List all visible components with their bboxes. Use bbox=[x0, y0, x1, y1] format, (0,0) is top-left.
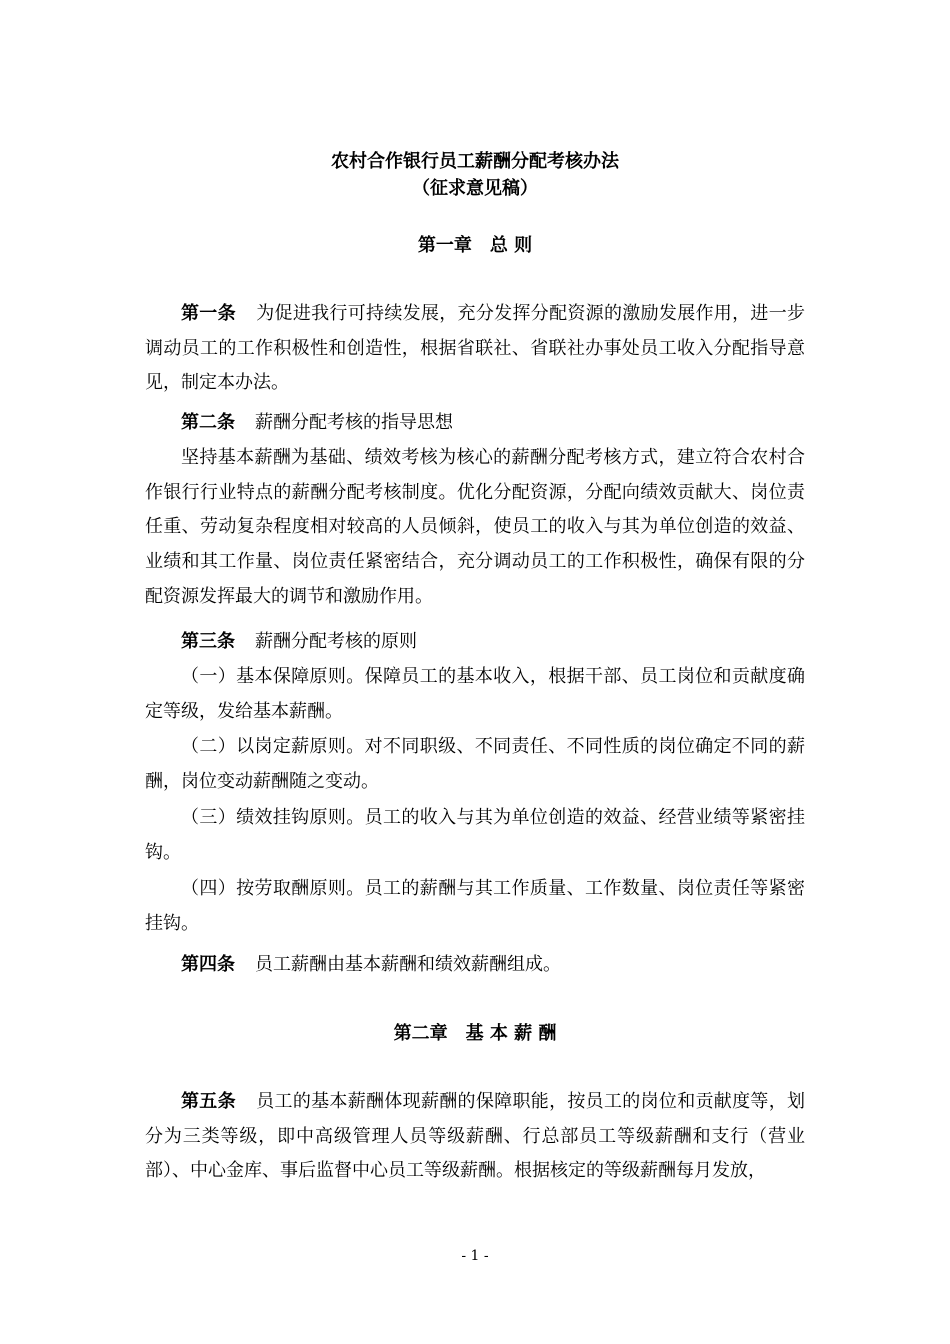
principle-4: （四）按劳取酬原则。员工的薪酬与其工作质量、工作数量、岗位责任等紧密挂钩。 bbox=[145, 878, 805, 934]
article-1-label: 第一条 bbox=[181, 303, 236, 324]
article-5-text: 员工的基本薪酬体现薪酬的保障职能，按员工的岗位和贡献度等，划分为三类等级，即中高级管理人员等级薪酬、行总部员工等级薪酬和支行（营业部）、中心金库、事后监督中心员工等级薪酬。根据核定的等级薪酬每月发放， bbox=[145, 1091, 806, 1182]
document-title: 农村合作银行员工薪酬分配考核办法 bbox=[331, 151, 619, 172]
article-5-label: 第五条 bbox=[181, 1091, 236, 1112]
principle-3: （三）绩效挂钩原则。员工的收入与其为单位创造的效益、经营业绩等紧密挂钩。 bbox=[145, 807, 805, 863]
article-4 bbox=[145, 948, 805, 983]
chapter-heading-2: 第二章 基 本 薪 酬 bbox=[393, 1023, 557, 1044]
article-4-text: 员工薪酬由基本薪酬和绩效薪酬组成。 bbox=[255, 954, 561, 975]
page-number: - 1 - bbox=[461, 1248, 489, 1264]
article-2 bbox=[145, 406, 805, 441]
article-1 bbox=[145, 297, 805, 401]
article-3 bbox=[145, 625, 805, 660]
principle-2: （二）以岗定薪原则。对不同职级、不同责任、不同性质的岗位确定不同的薪酬，岗位变动薪酬随之变动。 bbox=[145, 736, 805, 792]
article-4-label: 第四条 bbox=[181, 954, 235, 975]
article-1-text: 为促进我行可持续发展，充分发挥分配资源的激励发展作用，进一步调动员工的工作积极性和创造性，根据省联社、省联社办事处员工收入分配指导意见，制定本办法。 bbox=[145, 303, 806, 394]
article-5 bbox=[145, 1085, 805, 1189]
chapter-heading-1: 第一章 总 则 bbox=[417, 235, 533, 256]
article-3-label: 第三条 bbox=[181, 631, 235, 652]
principle-1: （一）基本保障原则。保障员工的基本收入，根据干部、员工岗位和贡献度确定等级，发给基本薪酬。 bbox=[145, 666, 805, 722]
article-2-label: 第二条 bbox=[181, 412, 235, 433]
document-subtitle: （征求意见稿） bbox=[412, 178, 538, 199]
article-2-text: 薪酬分配考核的指导思想 bbox=[255, 412, 453, 433]
article-2-body: 坚持基本薪酬为基础、绩效考核为核心的薪酬分配考核方式，建立符合农村合作银行行业特点的薪酬分配考核制度。优化分配资源，分配向绩效贡献大、岗位责任重、劳动复杂程度相对较高的人员倾斜，使员工的收入与其为单位创造的效益、业绩和其工作量、岗位责任紧密结合，充分调动员工的工作积极性，确保有限的分配资源发挥最大的调节和激励作用。 bbox=[145, 447, 805, 607]
article-3-text: 薪酬分配考核的原则 bbox=[255, 631, 417, 652]
